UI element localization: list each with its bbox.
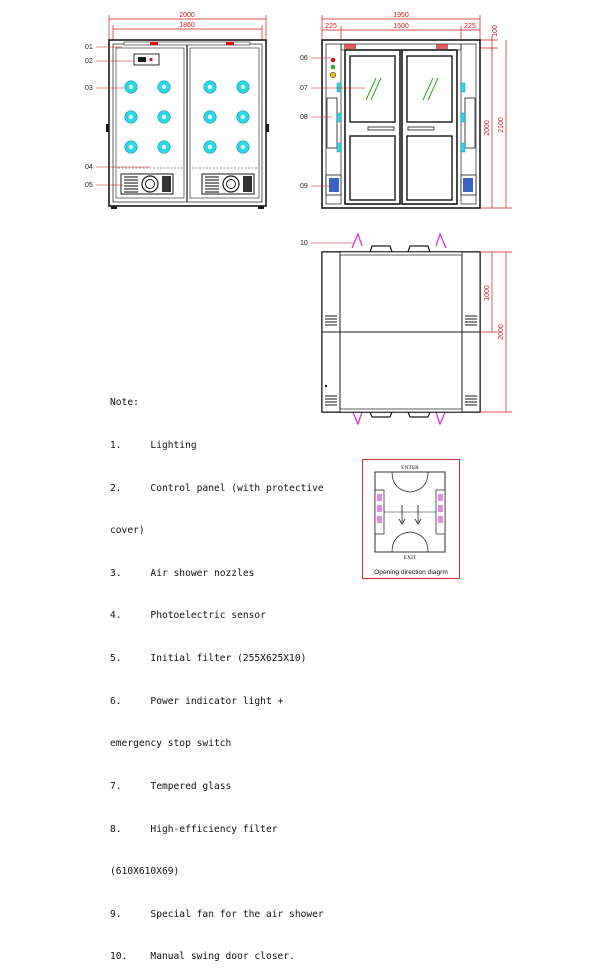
note-item: emergency stop switch [110,738,232,750]
door-dim-top-label: 100 [492,25,499,37]
front-hinge-left [106,124,109,132]
control-panel-display [138,57,146,62]
hepa-filter-right [465,98,475,148]
power-indicator-light [331,58,336,63]
door-header-marker-left [344,44,356,49]
front-foot-left [111,206,117,209]
opening-enter-label: ENTER [401,465,419,471]
note-item: 8. High-efficiency filter [110,823,278,835]
callout-02: 02 [85,58,93,65]
lighting-marker-right [226,42,234,45]
emergency-stop-switch [330,72,336,78]
note-item: 10. Manual swing door closer. [110,951,295,963]
door-dim-right-label: 225 [464,23,476,30]
opening-direction-diagram [362,459,460,579]
plan-dim-total-label: 2000 [498,324,505,340]
door-dim-height-inner-label: 2000 [484,120,491,136]
opening-diagram-caption: Opening direction diagrm [374,569,448,576]
callout-10: 10 [300,240,308,247]
door-closer-top [352,234,446,248]
hepa-filter-left [327,98,337,148]
callout-05: 05 [85,182,93,189]
door-header-marker-right [436,44,448,49]
plan-dimensions [480,252,512,412]
note-item: 5. Initial filter (255X625X10) [110,653,307,665]
status-indicator-light [331,65,336,70]
initial-filter-right [202,174,254,194]
callout-06: 06 [300,55,308,62]
front-view [85,12,269,209]
callout-09: 09 [300,183,308,190]
door-left [345,50,400,204]
notes-block [110,368,360,979]
callout-04: 04 [85,164,93,171]
notes-title: Note: [110,397,139,409]
air-shower-fan-right [461,175,476,195]
note-item: 1. Lighting [110,440,197,452]
lighting-marker-left [150,42,158,45]
front-foot-right [258,206,264,209]
door-dim-mid-label: 1500 [393,23,409,30]
door-right [402,50,457,204]
control-panel-button [149,58,152,61]
note-item: 6. Power indicator light + [110,695,284,707]
door-view [300,12,512,208]
tempered-glass-left [350,56,395,122]
door-dim-overall-label: 1950 [393,12,409,19]
tempered-glass-right [407,56,452,122]
door-dim-height-outer-label: 2100 [498,117,505,133]
control-panel [134,54,159,65]
callout-03: 03 [85,85,93,92]
air-shower-fan-left [326,175,341,195]
plan-dim-half-label: 1000 [484,285,491,301]
note-item: 2. Control panel (with protective [110,482,324,494]
note-item: 3. Air shower nozzles [110,567,255,579]
callout-07: 07 [300,85,308,92]
front-dim-overall-label: 2000 [179,12,195,19]
door-dim-left-label: 225 [325,23,337,30]
initial-filter-left [121,174,173,194]
note-item: 4. Photoelectric sensor [110,610,266,622]
note-item: 9. Special fan for the air shower [110,908,324,920]
door-handle-left [368,127,394,130]
callout-01: 01 [85,44,93,51]
opening-exit-label: EXIT [403,555,417,561]
note-item: cover) [110,525,145,537]
callout-08: 08 [300,114,308,121]
front-dim-inner-label: 1860 [179,22,195,29]
door-handle-right [408,127,434,130]
front-hinge-right [266,124,269,132]
note-item: (610X610X69) [110,866,180,878]
note-item: 7. Tempered glass [110,780,232,792]
